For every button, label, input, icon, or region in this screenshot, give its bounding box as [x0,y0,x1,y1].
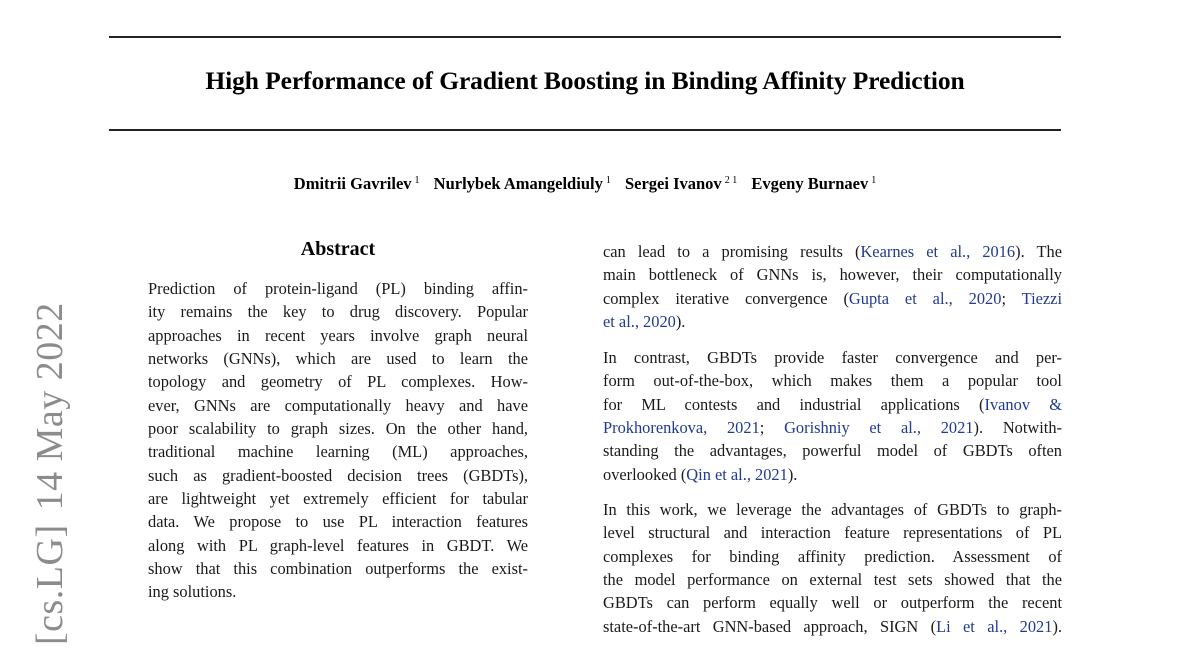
text: ; [1001,288,1022,308]
body-line [603,287,1062,310]
abstract-line: ever, GNNs are computationally heavy and have [148,395,528,415]
author-name: Dmitrii Gavrilev [293,174,412,193]
abstract-line: ity remains the key to drug discovery. Popular [148,302,528,322]
body-line: GBDTs can perform equally well or outperform the recent [603,593,1062,613]
body-line [603,310,1062,333]
text: ). [675,312,686,332]
author-name: Evgeny Burnaev [751,174,869,193]
body-line: the model performance on external test sets showed that the [603,570,1062,590]
body-line: complexes for binding affinity prediction. Assessment of [603,546,1062,566]
abstract-line: networks (GNNs), which are used to learn the [148,349,528,369]
author [434,174,611,193]
abstract-line: topology and geometry of PL complexes. How- [148,372,528,392]
body-line: form out-of-the-box, which makes them a popular tool [603,371,1062,391]
arxiv-date: 14 May 2022 [29,302,71,511]
text: ). Notwith- [973,418,1063,438]
paper-title: High Performance of Gradient Boosting in Binding Affinity Prediction [205,66,965,95]
text: ). [787,464,798,484]
body-line: In contrast, GBDTs provide faster convergence and per- [603,348,1062,367]
citation-link[interactable]: Kearnes et al., 2016 [860,242,1016,261]
author-list [109,174,1061,194]
text: state-of-the-art GNN-based approach, SIGN ( [603,616,937,636]
body-line: main bottleneck of GNNs is, however, their computationally [603,265,1062,285]
text: overlooked ( [603,464,687,484]
author-affiliation: 1 [414,175,420,186]
text: ). The [1015,242,1062,261]
author-name: Sergei Ivanov [624,174,722,193]
citation-link[interactable]: Gorishniy et al., 2021 [784,418,974,438]
abstract-line: ing solutions. [148,582,237,602]
author [625,174,737,193]
citation-link[interactable]: Ivanov & [984,394,1062,414]
body-line: level structural and interaction feature representations of PL [603,523,1062,543]
abstract-line: poor scalability to graph sizes. On the other hand, [148,419,528,439]
author-affiliation: 1 [871,175,877,186]
body-line [603,240,1062,263]
text: can lead to a promising results ( [603,242,861,261]
abstract-line: such as gradient-boosted decision trees (GBDTs), [148,465,528,485]
abstract-line: along with PL graph-level features in GBDT. We [148,535,528,555]
abstract-body [148,277,528,604]
citation-link[interactable]: Qin et al., 2021 [686,464,788,484]
citation-link[interactable]: Gupta et al., 2020 [848,288,1002,308]
author [294,174,420,193]
abstract-line: traditional machine learning (ML) approaches, [148,442,528,462]
text: ). [1052,616,1062,636]
body-line [603,615,1062,638]
citation-link[interactable]: Prokhorenkova, 2021 [603,418,760,438]
intro-paragraph-2 [603,346,1062,486]
text: ; [759,418,785,438]
citation-link[interactable]: et al., 2020 [603,312,676,332]
arxiv-stamp [28,302,72,645]
body-line [603,416,1062,439]
abstract-heading: Abstract [300,238,376,260]
body-line [603,463,1062,486]
arxiv-category: [cs.LG] [29,524,71,645]
body-line [603,393,1062,416]
abstract-line: data. We propose to use PL interaction features [148,512,528,532]
body-line: In this work, we leverage the advantages of GBDTs to graph- [603,500,1062,519]
citation-link[interactable]: Tiezzi [1021,288,1063,308]
text: complex iterative convergence ( [603,288,849,308]
intro-paragraph-3 [603,498,1062,638]
author-affiliation: 1 [605,175,611,186]
author-name: Nurlybek Amangeldiuly [433,174,603,193]
author-affiliation: 2 1 [724,175,738,186]
title-top-rule [109,36,1061,38]
abstract-line: are lightweight yet extremely efficient for tabular [148,489,528,509]
citation-link[interactable]: Li et al., 2021 [936,616,1053,636]
title-bottom-rule [109,129,1061,131]
text: for ML contests and industrial applications ( [603,394,985,414]
abstract-line: Prediction of protein-ligand (PL) binding affin- [148,279,528,298]
abstract-line: show that this combination outperforms the exist- [148,559,528,579]
intro-paragraph-1 [603,240,1062,333]
abstract-line: approaches in recent years involve graph neural [148,325,528,345]
author [751,174,876,193]
body-line: standing the advantages, powerful model of GBDTs often [603,441,1062,461]
